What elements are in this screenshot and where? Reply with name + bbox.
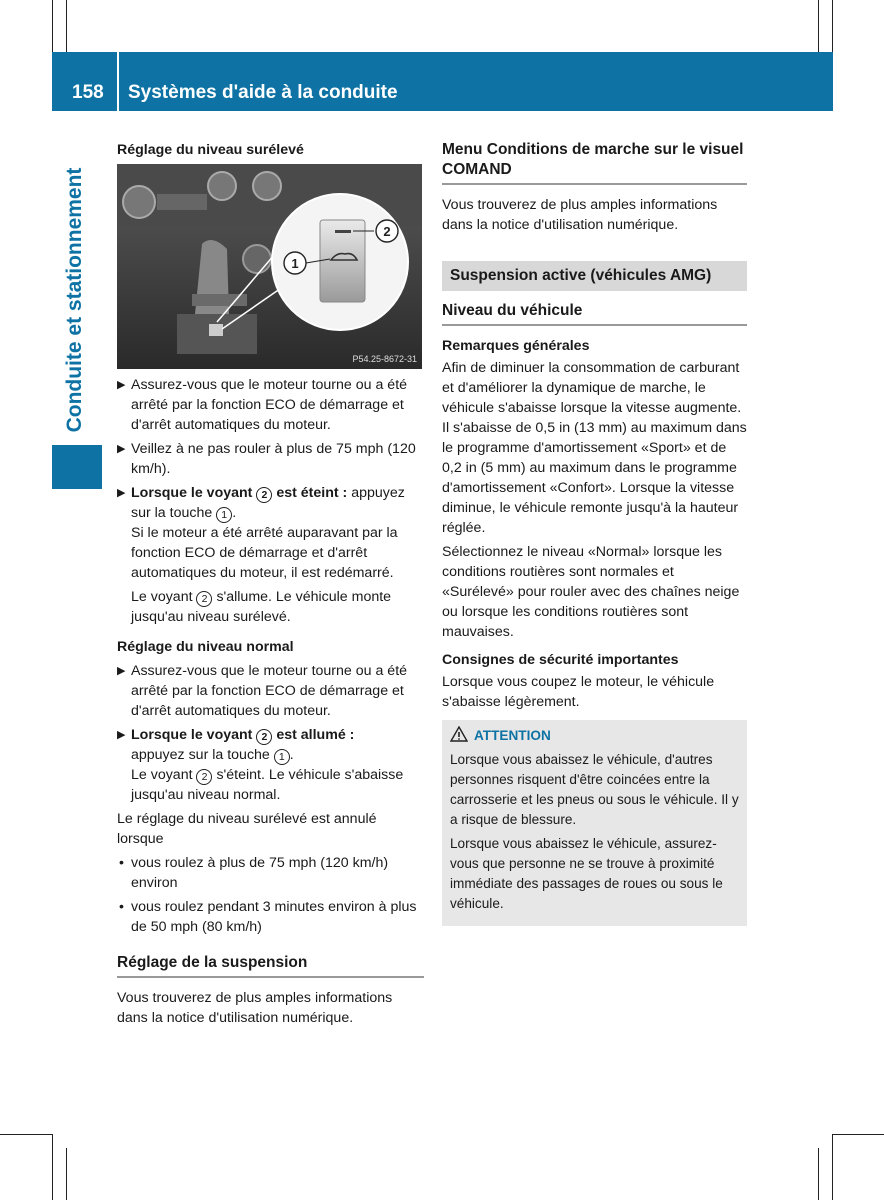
bullet-dot-icon: • [119,899,124,915]
crop-mark [818,1148,819,1200]
step-text: Assurez-vous que le moteur tourne ou a été arrêté par la fonction ECO de démarrage et d'arrêt automatiques du moteur. [131,377,408,433]
bullet-dot-icon: • [119,855,124,871]
paragraph: Lorsque vous coupez le moteur, le véhicule s'abaisse légèrement. [442,674,715,710]
section-heading: Réglage du niveau normal [117,639,294,655]
action-step [117,725,424,805]
step-condition: est éteint : [276,485,348,501]
page-title: Systèmes d'aide à la conduite [128,82,398,103]
step-text: . [289,747,294,763]
section-heading: Réglage du niveau surélevé [117,142,304,158]
crop-mark [0,1134,52,1135]
paragraph: Vous trouverez de plus amples informations dans la notice d'utilisation numérique. [442,197,718,233]
callout-2-ref: 2 [256,729,272,745]
list-item [117,853,424,893]
step-condition: Lorsque le voyant [131,727,253,743]
result-text: s'éteint. Le véhicule s'abaisse jusqu'au niveau normal. [131,767,404,803]
warning-text: Lorsque vous abaissez le véhicule, d'autres personnes risquent d'être coincées entre la carrosserie et les pneus ou sous le véhicule. Il y a risque de blessure. [450,752,739,827]
list-item-text: vous roulez à plus de 75 mph (120 km/h) environ [131,855,389,891]
crop-mark [832,1134,884,1135]
step-result [131,587,424,627]
action-step [117,439,424,479]
crop-mark [66,0,67,52]
action-step [117,375,424,435]
crop-mark [832,0,833,52]
page-header [52,52,833,111]
step-text: Assurez-vous que le moteur tourne ou a été arrêté par la fonction ECO de démarrage et d'arrêt automatiques du moteur. [131,663,408,719]
sub-heading: Remarques générales [442,338,590,354]
console-illustration [117,164,422,369]
chapter-tab-marker [52,445,102,489]
step-text: appuyez sur la touche [131,485,405,521]
dashboard-photo [117,164,422,369]
figure-code: P54.25-8672-31 [352,354,417,364]
result-text: Le voyant [131,589,193,605]
page-number: 158 [72,82,104,103]
left-column [117,140,424,1032]
triangle-bullet-icon: ▶ [117,729,126,741]
crop-mark [832,1134,833,1200]
callout-2: 2 [383,224,391,239]
paragraph: Afin de diminuer la consommation de carburant et d'améliorer la dynamique de marche, le véhicule s'abaisse lorsque la vitesse augmente. Il s'abaisse de 0,5 in (13 mm) au maximum dans le programme d'amortissement «Sport» et de 0,2 in (5 mm) au maximum dans le programme d'amortissement «Confort». Lorsque la vitesse diminue, le véhicule remonte jusqu'à la hauteur réglée. [442,360,747,536]
step-text: Veillez à ne pas rouler à plus de 75 mph (120 km/h). [131,441,416,477]
crop-mark [66,1148,67,1200]
warning-title: ATTENTION [474,728,551,743]
right-column [442,140,747,926]
header-separator [117,52,119,111]
result-text: Le voyant [131,767,193,783]
triangle-bullet-icon: ▶ [117,379,126,391]
warning-box [442,720,747,926]
triangle-bullet-icon: ▶ [117,487,126,499]
paragraph: Le réglage du niveau surélevé est annulé lorsque [117,811,377,847]
callout-2-ref: 2 [256,487,272,503]
triangle-bullet-icon: ▶ [117,665,126,677]
warning-heading [450,726,739,746]
step-text: appuyez sur la touche [131,747,270,763]
section-band: Suspension active (véhicules AMG) [442,261,747,291]
triangle-bullet-icon: ▶ [117,443,126,455]
action-step [117,661,424,721]
step-text: . [232,505,237,521]
crop-mark [52,0,53,52]
list-item [117,897,424,937]
step-condition: Lorsque le voyant [131,485,253,501]
warning-text: Lorsque vous abaissez le véhicule, assurez-vous que personne ne se trouve à proximité immédiate des passages de roues ou sous le véhicule. [450,836,723,911]
list-item-text: vous roulez pendant 3 minutes environ à plus de 50 mph (80 km/h) [131,899,417,935]
section-heading: Menu Conditions de marche sur le visuel COMAND [442,140,747,185]
crop-mark [818,0,819,52]
callout-2-ref: 2 [196,769,212,785]
callout-1: 1 [291,256,299,271]
section-heading: Niveau du véhicule [442,301,747,326]
chapter-tab-label: Conduite et stationnement [63,167,86,433]
warning-triangle-icon [450,726,468,742]
callout-1-ref: 1 [216,507,232,523]
callout-2-ref: 2 [196,591,212,607]
sub-heading: Consignes de sécurité importantes [442,652,679,668]
callout-1-ref: 1 [274,749,290,765]
paragraph: Vous trouverez de plus amples informations dans la notice d'utilisation numérique. [117,990,393,1026]
result-text: s'allume. Le véhicule monte jusqu'au niveau surélevé. [131,589,392,625]
paragraph: Sélectionnez le niveau «Normal» lorsque les conditions routières sont normales et «Surélevé» pour rouler avec des chaînes neige ou lorsque les conditions routières sont mauvaises. [442,544,740,640]
step-condition: est allumé : [276,727,355,743]
action-step [117,483,424,627]
section-heading: Réglage de la suspension [117,953,424,978]
crop-mark [52,1134,53,1200]
step-text: Si le moteur a été arrêté auparavant par la fonction ECO de démarrage et d'arrêt automatiques du moteur, il est redémarré. [131,525,398,581]
